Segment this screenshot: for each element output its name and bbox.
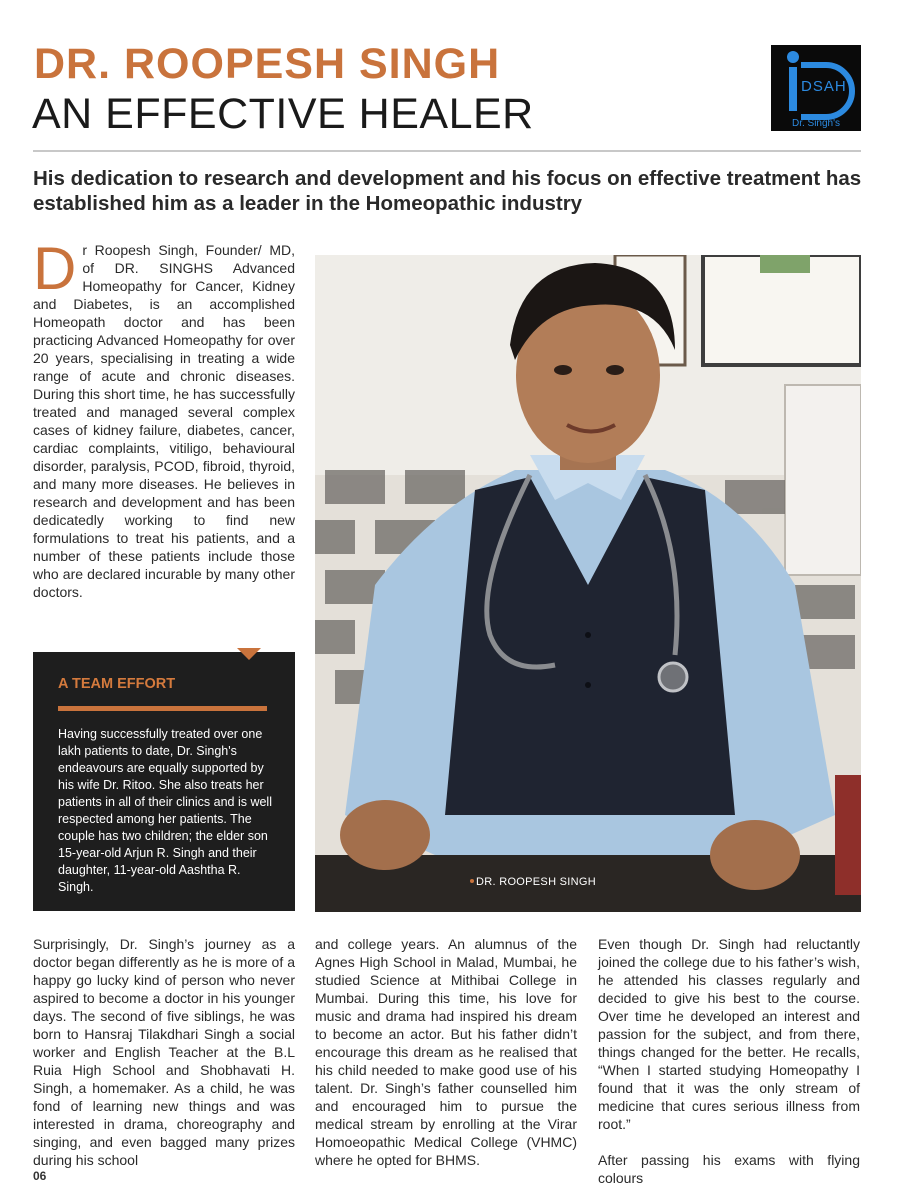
article-title-name: DR. ROOPESH SINGH bbox=[34, 40, 501, 88]
page-number: 06 bbox=[33, 1169, 47, 1183]
caption-marker-icon bbox=[470, 879, 474, 883]
logo-letters: DSAH bbox=[801, 78, 847, 95]
team-effort-title: A TEAM EFFORT bbox=[58, 676, 176, 692]
team-effort-rule bbox=[58, 706, 267, 711]
doctor-portrait-illustration bbox=[315, 255, 861, 912]
body-column-2: and college years. An alumnus of the Agnes High School in Malad, Mumbai, he studied Science at Mithibai College in Mumbai. During this time, his love for music and drama had inspired his dream to become an actor. But his father didn’t encourage this dream as he realised that his child needed to make good use of his talent. Dr. Singh’s father counselled him and encouraged him to pursue the medical stream by enrolling at the Virar Homoeopathic Medical College (VHMC) where he opted for BHMS. bbox=[315, 936, 577, 1168]
header-divider bbox=[33, 150, 861, 152]
team-effort-text: Having successfully treated over one lakh patients to date, Dr. Singh's endeavours are equally supported by his wife Dr. Ritoo. She also treats her patients in all of their clinics and is well respected among her patients. The couple has two children; the elder son 15-year-old Arjun R. Singh and their daughter, 11-year-old Aashtha R. Singh. bbox=[58, 727, 272, 894]
box-notch-icon bbox=[237, 648, 261, 660]
doctor-photo bbox=[315, 255, 861, 912]
intro-text: r Roopesh Singh, Founder/ MD, of DR. SINGHS Advanced Homeopathy for Cancer, Kidney and Diabetes, is an accomplished Homeopath doctor and has been practicing Advanced Homeopathy for over 20 years, specialising in treating a wide range of acute and chronic diseases. During this short time, he has successfully treated and managed several complex cases of kidney failure, diabetes, cancer, cardiac complaints, vitiligo, behavioural disorder, paralysis, PCOD, fibroid, thyroid, and many more diseases. He believes in research and development and has been dedicatedly working to find new formulations to treat his patients, and a number of these patients include those who are declared incurable by many other doctors. bbox=[33, 242, 295, 600]
body-column-3-paragraph-2: After passing his exams with flying colours bbox=[598, 1152, 860, 1186]
body-column-3 bbox=[598, 935, 860, 1187]
photo-caption: DR. ROOPESH SINGH bbox=[476, 876, 597, 888]
logo-caption: Dr. Singh's bbox=[791, 118, 841, 129]
body-column-1: Surprisingly, Dr. Singh’s journey as a doctor began differently as he is more of a happy go lucky kind of person who never aspired to become a doctor in his younger days. The second of five siblings, he was born to Hansraj Tilakdhari Singh a social worker and English Teacher at the B.L Ruia High School and Shobhavati H. Singh, a homemaker. As a child, he was fond of learning new things and was interested in drama, choreography and singing, and even bagged many prizes during his school bbox=[33, 936, 295, 1168]
article-subheading: His dedication to research and development and his focus on effective treatment has established him as a leader in the Homeopathic industry bbox=[33, 167, 862, 215]
article-title-tagline: AN EFFECTIVE HEALER bbox=[32, 90, 534, 138]
drop-cap: D bbox=[33, 235, 77, 302]
intro-paragraph bbox=[33, 235, 295, 601]
dsah-logo bbox=[771, 45, 861, 131]
body-column-3-paragraph-1: Even though Dr. Singh had reluctantly joined the college due to his father’s wish, he attended his classes regularly and decided to give his best to the course. Over time he developed an interest and passion for the subject, and from there, things changed for the better. He recalls, “When I started studying Homeopathy I found that it was the only stream of medicine that cures serious illness from root.” bbox=[598, 936, 860, 1132]
